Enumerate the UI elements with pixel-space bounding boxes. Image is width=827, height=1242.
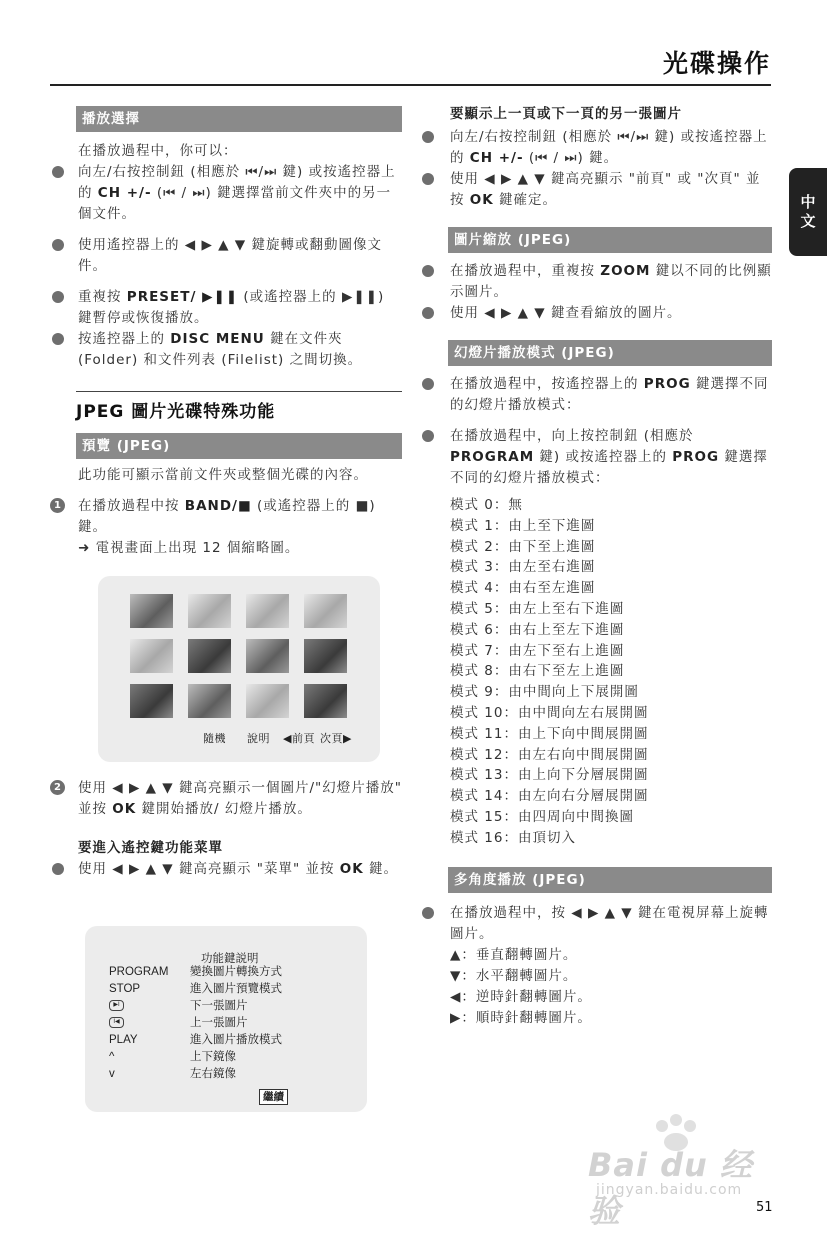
key-description: 進入圖片預覽模式	[190, 983, 282, 995]
random-button[interactable]: 隨機	[203, 732, 226, 745]
list-item	[50, 235, 402, 277]
list-item: 模式 12：由左右向中間展開圖	[450, 746, 649, 763]
bullet-icon	[422, 907, 434, 919]
text: 使用 ◀ ▶ ▲ ▼ 鍵高亮顯示一個圖片/"幻燈片播放" 並按	[78, 780, 402, 817]
bullet-icon	[52, 291, 64, 303]
text: 在播放過程中，向上按控制鈕 (相應於	[450, 428, 694, 444]
list-item	[50, 287, 402, 329]
list-item	[50, 329, 402, 371]
key-label: PROG	[672, 449, 720, 465]
table-row[interactable]	[109, 998, 282, 1015]
table-row[interactable]	[109, 1032, 282, 1049]
key-label: PROG	[643, 376, 691, 392]
list-item	[50, 162, 402, 225]
thumbnail[interactable]	[246, 684, 289, 718]
text: 鍵。	[363, 861, 399, 877]
section-title: JPEG 圖片光碟特殊功能	[76, 391, 402, 427]
playback-select-heading: 播放選擇	[76, 106, 402, 132]
text: 重複按	[78, 289, 127, 305]
bullet-icon	[422, 265, 434, 277]
table-row[interactable]	[109, 1015, 282, 1032]
text: 鍵選擇不同的幻燈片播放模式：	[450, 449, 768, 486]
thumbnail[interactable]	[130, 639, 173, 673]
list-item: ▶：順時針翻轉圖片。	[450, 1009, 592, 1026]
thumbnail[interactable]	[304, 639, 347, 673]
list-item: 模式 0：無	[450, 497, 523, 513]
key-name: STOP	[109, 983, 141, 995]
thumbnail[interactable]	[246, 639, 289, 673]
step-number-icon: 1	[50, 498, 65, 513]
key-description: 變換圖片轉換方式	[190, 966, 282, 978]
list-item: 模式 3：由左至右進圖	[450, 559, 596, 576]
key-name: ^	[109, 1051, 115, 1063]
text: (⏮ / ⏭) 鍵。	[523, 150, 619, 166]
language-tab-char-1: 中	[800, 193, 816, 212]
list-item: ▼：水平翻轉圖片。	[450, 967, 578, 984]
text: 鍵確定。	[493, 192, 558, 208]
list-item: 模式 16：由頂切入	[450, 829, 576, 846]
function-key-title: 功能鍵説明	[201, 951, 259, 965]
slideshow-heading: 幻燈片播放模式 (JPEG)	[448, 340, 772, 366]
list-item	[50, 859, 402, 880]
key-label: DISC MENU	[170, 331, 265, 347]
key-description: 左右鏡像	[190, 1068, 236, 1080]
step-1	[50, 496, 402, 538]
list-item: 模式 7：由左下至右上進圖	[450, 642, 625, 659]
right-column	[420, 104, 772, 1029]
list-item: ▲：垂直翻轉圖片。	[450, 946, 578, 963]
language-tab	[789, 168, 827, 256]
text: 向左/右按控制鈕 (相應於 ⏮/⏭ 鍵) 或按遙控器上的	[78, 164, 396, 201]
list-item: 模式 9：由中間向上下展開圖	[450, 684, 639, 701]
thumbnail[interactable]	[130, 684, 173, 718]
key-label: PROGRAM	[450, 449, 535, 465]
key-label: OK	[112, 801, 137, 817]
key-description: 上一張圖片	[190, 1017, 248, 1029]
text: 按遙控器上的	[78, 331, 171, 347]
header-rule	[50, 84, 771, 86]
list-item	[420, 374, 772, 416]
list-item	[420, 261, 772, 303]
text: 使用遙控器上的 ◀ ▶ ▲ ▼ 鍵旋轉或翻動圖像文件。	[78, 237, 382, 274]
list-item	[420, 426, 772, 489]
slideshow-mode-list	[420, 495, 772, 849]
step-number-icon: 2	[50, 780, 65, 795]
key-name: PLAY	[109, 1034, 138, 1046]
table-row[interactable]	[109, 964, 282, 981]
list-item: ◀：逆時針翻轉圖片。	[450, 988, 592, 1005]
list-item: 模式 14：由左向右分層展開圖	[450, 788, 649, 805]
bullet-icon	[422, 378, 434, 390]
text: 使用 ◀ ▶ ▲ ▼ 鍵查看縮放的圖片。	[450, 305, 682, 321]
multi-angle-heading: 多角度播放 (JPEG)	[448, 867, 772, 893]
watermark-url: jingyan.baidu.com	[596, 1182, 743, 1198]
left-column	[50, 106, 402, 559]
key-label: CH +/-	[97, 185, 152, 201]
bullet-icon	[422, 131, 434, 143]
thumbnail[interactable]	[188, 639, 231, 673]
key-label: ZOOM	[600, 263, 651, 279]
text: 使用 ◀ ▶ ▲ ▼ 鍵高亮顯示 "菜單" 並按	[78, 861, 340, 877]
thumbnail[interactable]	[304, 684, 347, 718]
text: 鍵選擇不同的幻燈片播放模式：	[450, 376, 769, 413]
help-button[interactable]: 說明	[247, 732, 270, 745]
text: 在播放過程中，按遙控器上的	[450, 376, 644, 392]
list-item: 模式 1：由上至下進圖	[450, 517, 596, 534]
list-item: 模式 2：由下至上進圖	[450, 538, 596, 555]
page-title: 光碟操作	[662, 49, 771, 78]
bullet-icon	[52, 166, 64, 178]
language-tab-char-2: 文	[800, 212, 816, 230]
playback-select-intro: 在播放過程中，你可以：	[78, 143, 238, 159]
table-row[interactable]	[109, 1066, 282, 1083]
page-number: 51	[756, 1200, 773, 1215]
list-item: 模式 10：由中間向左右展開圖	[450, 704, 649, 721]
thumbnail[interactable]	[304, 594, 347, 628]
left-column-lower	[50, 778, 402, 880]
list-item	[420, 127, 772, 169]
bullet-icon	[422, 430, 434, 442]
list-item	[420, 169, 772, 211]
list-item	[420, 903, 772, 945]
key-label: PRESET/ ▶❚❚	[126, 289, 239, 305]
remote-menu-heading: 要進入遙控鍵功能菜單	[78, 840, 223, 856]
step-1-result: ➜ 電視畫面上出現 12 個縮略圖。	[78, 540, 300, 556]
thumbnail[interactable]	[188, 684, 231, 718]
bullet-icon	[422, 307, 434, 319]
preview-description: 此功能可顯示當前文件夾或整個光碟的內容。	[78, 467, 368, 483]
preview-heading: 預覽 (JPEG)	[76, 433, 402, 459]
next-icon: ▶I	[109, 1000, 124, 1011]
text: 在播放過程中，按 ◀ ▶ ▲ ▼ 鍵在電視屏幕上旋轉圖片。	[450, 904, 769, 942]
list-item: 模式 4：由右至左進圖	[450, 580, 596, 597]
continue-button[interactable]: 繼續	[259, 1089, 288, 1105]
list-item: 模式 8：由右下至左上進圖	[450, 663, 625, 680]
list-item: 模式 15：由四周向中間換圖	[450, 808, 634, 825]
prev-next-heading: 要顯示上一頁或下一頁的另一張圖片	[450, 106, 682, 122]
list-item: 模式 11：由上下向中間展開圖	[450, 725, 649, 742]
thumbnail-grid	[130, 594, 347, 718]
text: (或遙控器上的 ▶❚❚) 鍵暫停或恢復播放。	[78, 289, 385, 326]
text: 鍵以不同的比例顯示圖片。	[450, 263, 772, 300]
text: 鍵) 或按遙控器上的	[534, 449, 673, 465]
step-2	[50, 778, 402, 820]
key-description: 進入圖片播放模式	[190, 1034, 282, 1046]
list-item: 模式 5：由左上至右下進圖	[450, 600, 625, 617]
bullet-icon	[52, 333, 64, 345]
list-item: 模式 13：由上向下分層展開圖	[450, 767, 649, 784]
thumbnail[interactable]	[246, 594, 289, 628]
thumbnail[interactable]	[130, 594, 173, 628]
key-label: BAND/■	[184, 498, 252, 514]
prev-page-button[interactable]: ◀前頁	[283, 732, 315, 745]
text: 鍵開始播放/ 幻燈片播放。	[136, 801, 312, 817]
text: (⏮ / ⏭) 鍵選擇當前文件夾中的另一個文件。	[78, 185, 392, 222]
list-item: 模式 6：由右上至左下進圖	[450, 621, 625, 638]
key-description: 上下鏡像	[190, 1051, 236, 1063]
bullet-icon	[52, 239, 64, 251]
previous-icon: I◀	[109, 1017, 124, 1028]
key-name: PROGRAM	[109, 966, 169, 978]
key-label: CH +/-	[469, 150, 524, 166]
next-page-button[interactable]: 次頁▶	[320, 732, 352, 745]
function-key-table	[109, 964, 282, 1083]
table-row[interactable]	[109, 981, 282, 998]
list-item	[420, 303, 772, 324]
key-label: OK	[469, 192, 494, 208]
text: (或遙控器上的 ■) 鍵。	[78, 498, 376, 535]
zoom-heading: 圖片縮放 (JPEG)	[448, 227, 772, 253]
watermark-text: Bai du 经验	[588, 1146, 753, 1230]
text: 在播放過程中，重複按	[450, 263, 601, 279]
key-description: 下一張圖片	[190, 1000, 248, 1012]
text: 鍵在文件夾 (Folder) 和文件列表 (Filelist) 之間切換。	[78, 331, 363, 368]
key-label: OK	[339, 861, 364, 877]
bullet-icon	[52, 863, 64, 875]
table-row[interactable]	[109, 1049, 282, 1066]
thumbnail[interactable]	[188, 594, 231, 628]
bullet-icon	[422, 173, 434, 185]
text: 在播放過程中按	[78, 498, 185, 514]
key-name: v	[109, 1068, 115, 1080]
text: 向左/右按控制鈕 (相應於 ⏮/⏭ 鍵) 或按遙控器上的	[450, 129, 768, 166]
text: 使用 ◀ ▶ ▲ ▼ 鍵高亮顯示 "前頁" 或 "次頁" 並按	[450, 171, 761, 208]
